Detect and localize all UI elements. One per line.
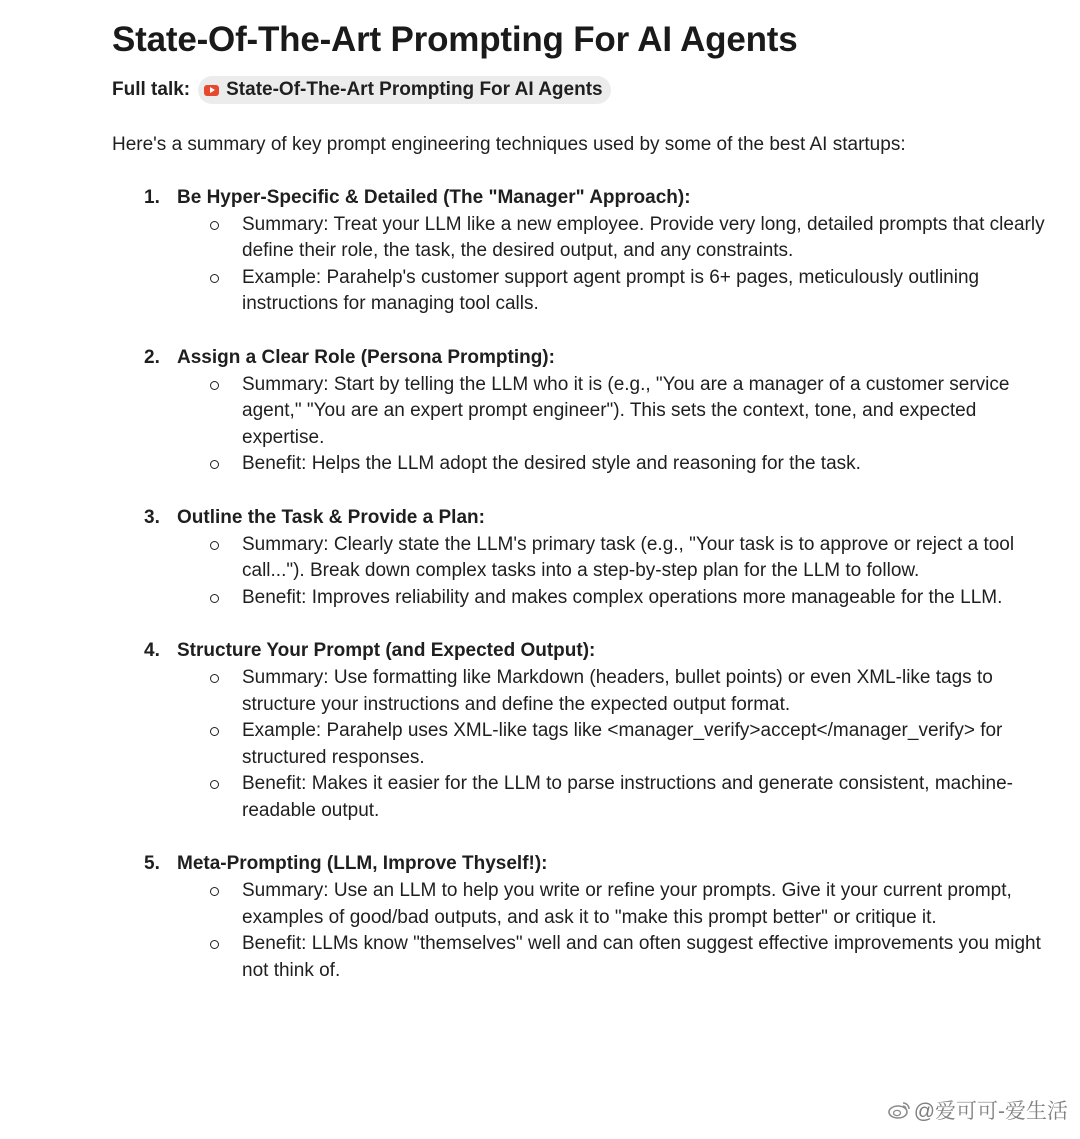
sub-bullet bbox=[177, 212, 1062, 265]
technique-list bbox=[112, 185, 1062, 984]
sub-bullet bbox=[177, 451, 1062, 478]
full-talk-row bbox=[112, 76, 1062, 104]
sub-bullet-text: Benefit: Makes it easier for the LLM to parse instructions and generate consistent, machine-readable output. bbox=[242, 773, 1013, 821]
sub-bullet-text: Benefit: Improves reliability and makes complex operations more manageable for the LLM. bbox=[242, 586, 1003, 608]
bullet-circle-icon bbox=[210, 727, 219, 736]
full-talk-link-chip[interactable] bbox=[198, 76, 610, 104]
technique-item bbox=[112, 638, 1062, 824]
item-heading: Assign a Clear Role (Persona Prompting): bbox=[177, 346, 555, 368]
bullet-circle-icon bbox=[210, 940, 219, 949]
full-talk-link-text: State-Of-The-Art Prompting For AI Agents bbox=[226, 79, 603, 100]
sub-bullet-list bbox=[177, 372, 1062, 478]
sub-bullet-list bbox=[177, 212, 1062, 318]
bullet-circle-icon bbox=[210, 221, 219, 230]
sub-bullet bbox=[177, 878, 1062, 931]
sub-bullet-text: Example: Parahelp's customer support agent prompt is 6+ pages, meticulously outlining instructions for managing tool calls. bbox=[242, 266, 980, 315]
document-page bbox=[112, 18, 1062, 1011]
technique-item bbox=[112, 185, 1062, 318]
sub-bullet bbox=[177, 372, 1062, 452]
bullet-circle-icon bbox=[210, 274, 219, 283]
sub-bullet-text: Summary: Treat your LLM like a new employee. Provide very long, detailed prompts that clearly define their role, the task, the desired output, and any constraints. bbox=[242, 213, 1045, 262]
item-number: 2. bbox=[144, 346, 160, 368]
watermark-text: @爱可可-爱生活 bbox=[913, 1100, 1068, 1123]
sub-bullet bbox=[177, 665, 1062, 718]
sub-bullet-text: Benefit: LLMs know "themselves" well and can often suggest effective improvements you might not think of. bbox=[242, 933, 1041, 981]
sub-bullet-text: Summary: Clearly state the LLM's primary task (e.g., "Your task is to approve or reject a tool call..."). Break down complex tasks into a step-by-step plan for the LLM to follow. bbox=[242, 533, 1015, 582]
item-number: 4. bbox=[144, 640, 160, 662]
bullet-circle-icon bbox=[210, 780, 219, 789]
sub-bullet-text: Summary: Use formatting like Markdown (headers, bullet points) or even XML-like tags to structure your instructions and define the expected output format. bbox=[242, 666, 993, 715]
bullet-circle-icon bbox=[210, 887, 219, 896]
technique-item bbox=[112, 505, 1062, 611]
bullet-circle-icon bbox=[210, 541, 219, 550]
sub-bullet bbox=[177, 532, 1062, 585]
item-number: 3. bbox=[144, 506, 160, 528]
sub-bullet-text: Summary: Start by telling the LLM who it is (e.g., "You are a manager of a customer service agent," "You are an expert prompt engineer"). This sets the context, tone, and expected expertise. bbox=[242, 373, 1010, 448]
sub-bullet-text: Summary: Use an LLM to help you write or refine your prompts. Give it your current prompt, examples of good/bad outputs, and ask it to "make this prompt better" or critique it. bbox=[242, 880, 1012, 928]
item-heading: Be Hyper-Specific & Detailed (The "Manager" Approach): bbox=[177, 187, 691, 208]
weibo-icon bbox=[888, 1101, 910, 1119]
sub-bullet-list bbox=[177, 665, 1062, 825]
sub-bullet-list bbox=[177, 878, 1062, 984]
sub-bullet bbox=[177, 718, 1062, 771]
technique-item bbox=[112, 345, 1062, 478]
document-title: State-Of-The-Art Prompting For AI Agents bbox=[112, 20, 798, 59]
watermark bbox=[888, 1095, 1068, 1125]
sub-bullet bbox=[177, 931, 1062, 984]
bullet-circle-icon bbox=[210, 674, 219, 683]
full-talk-label: Full talk: bbox=[112, 79, 191, 100]
sub-bullet bbox=[177, 771, 1062, 824]
item-heading: Structure Your Prompt (and Expected Output): bbox=[177, 640, 596, 662]
sub-bullet bbox=[177, 585, 1062, 612]
sub-bullet-list bbox=[177, 532, 1062, 612]
item-heading: Outline the Task & Provide a Plan: bbox=[177, 506, 485, 528]
sub-bullet-text: Example: Parahelp uses XML-like tags like <manager_verify>accept</manager_verify> for structured responses. bbox=[242, 720, 1003, 768]
item-heading: Meta-Prompting (LLM, Improve Thyself!): bbox=[177, 853, 548, 875]
intro-paragraph: Here's a summary of key prompt engineering techniques used by some of the best AI startups: bbox=[112, 134, 906, 155]
sub-bullet-text: Benefit: Helps the LLM adopt the desired style and reasoning for the task. bbox=[242, 453, 861, 475]
technique-item bbox=[112, 851, 1062, 984]
bullet-circle-icon bbox=[210, 460, 219, 469]
youtube-icon bbox=[204, 85, 219, 96]
sub-bullet bbox=[177, 265, 1062, 318]
bullet-circle-icon bbox=[210, 381, 219, 390]
item-number: 1. bbox=[144, 187, 160, 208]
bullet-circle-icon bbox=[210, 594, 219, 603]
item-number: 5. bbox=[144, 853, 160, 875]
